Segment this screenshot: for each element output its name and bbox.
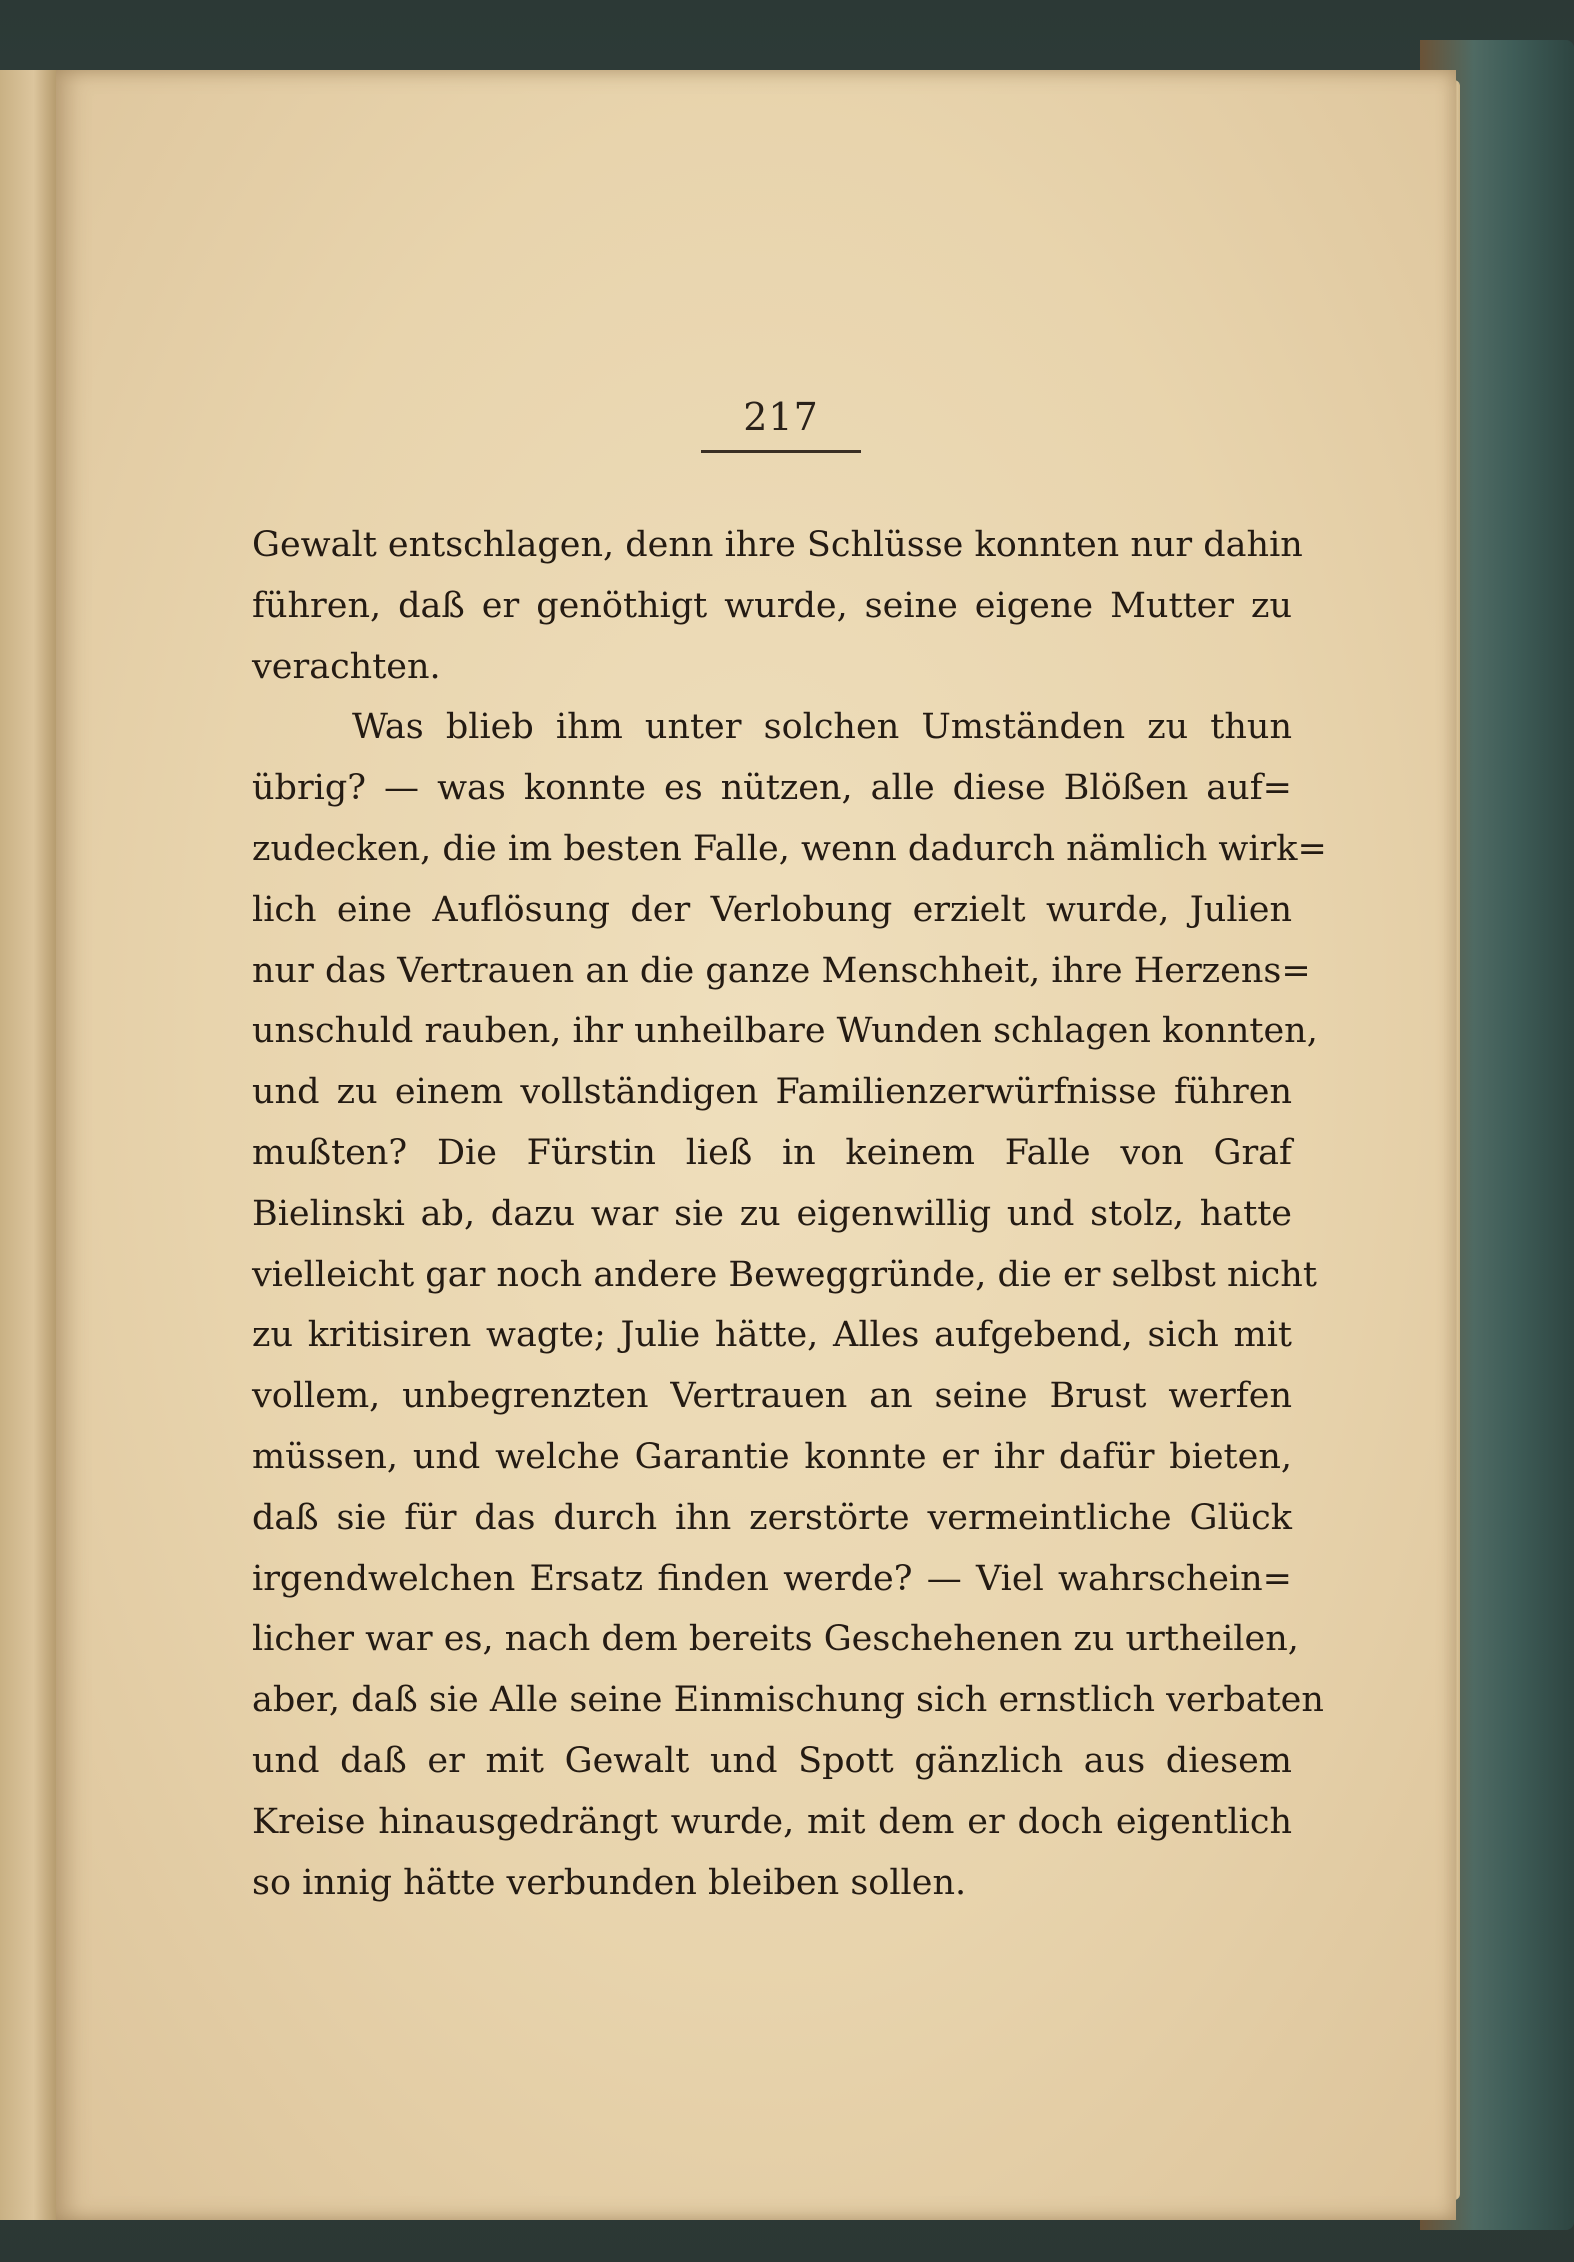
text-line: müssen, und welche Garantie konnte er ihr dafür bieten, bbox=[252, 1436, 1292, 1477]
text-line: Was blieb ihm unter solchen Umständen zu thun bbox=[352, 707, 1292, 748]
page-number-rule bbox=[701, 450, 861, 453]
page-number: 217 bbox=[743, 395, 819, 439]
text-line: Kreise hinausgedrängt wurde, mit dem er doch eigentlich bbox=[252, 1801, 1292, 1842]
text-line: Bielinski ab, dazu war sie zu eigenwillig und stolz, hatte bbox=[252, 1193, 1292, 1234]
text-line: verachten. bbox=[252, 646, 441, 687]
text-line: führen, daß er genöthigt wurde, seine eigene Mutter zu bbox=[252, 585, 1292, 626]
text-line: lich eine Auflösung der Verlobung erzielt wurde, Julien bbox=[252, 889, 1292, 930]
text-line: unschuld rauben, ihr unheilbare Wunden schlagen konnten, bbox=[252, 1011, 1318, 1052]
text-line: vollem, unbegrenzten Vertrauen an seine Brust werfen bbox=[252, 1376, 1292, 1417]
text-line: aber, daß sie Alle seine Einmischung sich ernstlich verbaten bbox=[252, 1680, 1324, 1721]
text-line: und zu einem vollständigen Familienzerwürfnisse führen bbox=[252, 1072, 1292, 1113]
text-line: irgendwelchen Ersatz finden werde? — Viel wahrschein= bbox=[252, 1558, 1292, 1599]
body-text bbox=[252, 515, 1327, 1913]
text-line: mußten? Die Fürstin ließ in keinem Falle von Graf bbox=[252, 1132, 1292, 1173]
text-line: und daß er mit Gewalt und Spott gänzlich aus diesem bbox=[252, 1740, 1292, 1781]
text-line: daß sie für das durch ihn zerstörte vermeintliche Glück bbox=[252, 1497, 1292, 1538]
text-line: zu kritisiren wagte; Julie hätte, Alles aufgebend, sich mit bbox=[252, 1315, 1292, 1356]
text-line: übrig? — was konnte es nützen, alle diese Blößen auf= bbox=[252, 768, 1292, 809]
text-line: Gewalt entschlagen, denn ihre Schlüsse konnten nur dahin bbox=[252, 525, 1303, 565]
text-line: licher war es, nach dem bereits Geschehenen zu urtheilen, bbox=[252, 1619, 1299, 1660]
book-page bbox=[56, 70, 1456, 2220]
text-line: zudecken, die im besten Falle, wenn dadurch nämlich wirk= bbox=[252, 828, 1327, 869]
text-line: so innig hätte verbunden bleiben sollen. bbox=[252, 1862, 967, 1903]
text-line: nur das Vertrauen an die ganze Menschheit, ihre Herzens= bbox=[252, 950, 1311, 991]
left-page-edge bbox=[0, 70, 56, 2220]
text-line: vielleicht gar noch andere Beweggründe, die er selbst nicht bbox=[252, 1254, 1317, 1295]
